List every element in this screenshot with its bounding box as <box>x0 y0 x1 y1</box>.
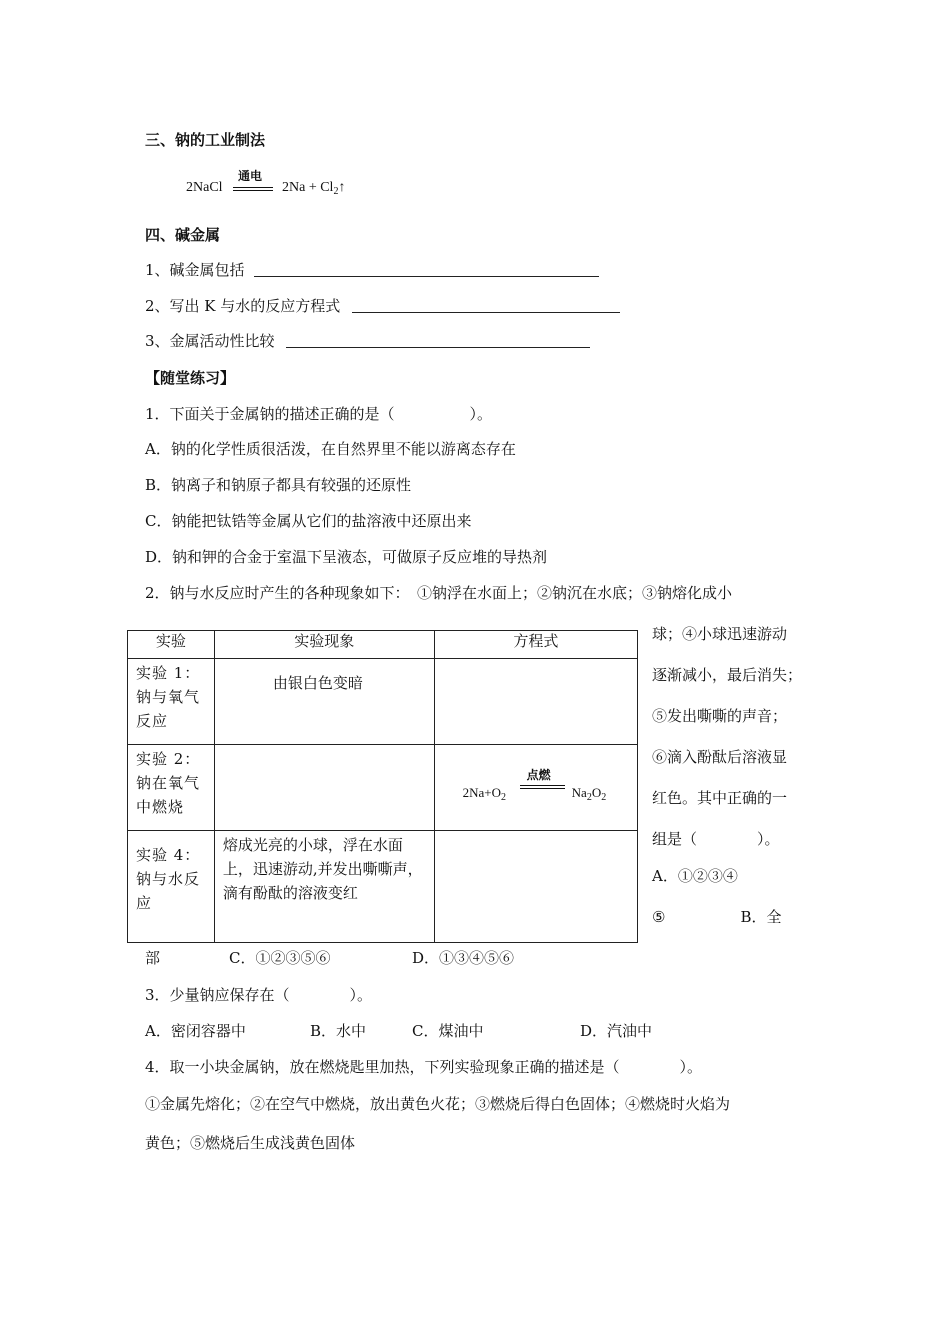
practice-heading: 【随堂练习】 <box>145 369 236 387</box>
item-1-label: 1、碱金属包括 <box>145 261 245 279</box>
question-4: 4．取一小块金属钠，放在燃烧匙里加热，下列实验现象正确的描述是（ ）。 <box>145 1058 703 1076</box>
up-arrow-icon: ↑ <box>338 180 346 195</box>
table-cell-phenomenon: 熔成光亮的小球，浮在水面上，迅速游动,并发出嘶嘶声，滴有酚酞的溶液变红 <box>214 831 434 943</box>
equation-combustion-left: $2Na+O_2$ <box>462 785 507 803</box>
table-cell-experiment: 实验 1：钠与氧气反应 <box>128 659 215 745</box>
question-3-option-b: B．水中 <box>310 1022 367 1040</box>
table-cell-phenomenon[interactable] <box>214 745 434 831</box>
table-cell-experiment: 实验 4：钠与水反应 <box>128 831 215 943</box>
table-header: 方程式 <box>434 631 637 659</box>
question-3-option-c: C．煤油中 <box>412 1022 484 1040</box>
equation-left: 2NaCl <box>186 180 223 195</box>
equation-products: 2Na + Cl <box>282 180 334 195</box>
question-2-option-d: D．①③④⑤⑥ <box>412 949 515 967</box>
question-4-line-2: 黄色；⑤燃烧后生成浅黄色固体 <box>145 1134 356 1152</box>
experiment-table <box>127 630 638 943</box>
equation-condition-electricity: 通电 <box>238 169 263 183</box>
equation-right <box>282 178 345 202</box>
equation-double-line <box>233 187 273 191</box>
table-cell-phenomenon: 由银白色变暗 <box>214 659 434 745</box>
table-cell-equation[interactable] <box>434 659 637 745</box>
table-cell-equation[interactable] <box>434 831 637 943</box>
question-3: 3．少量钠应保存在（ ）。 <box>145 986 373 1004</box>
question-2-side-line: ⑤ B．全 <box>652 908 782 926</box>
item-3-label: 3、金属活动性比较 <box>145 332 275 350</box>
question-2-side-line: 球；④小球迅速游动 <box>652 625 788 643</box>
equation-electrolysis <box>186 178 223 198</box>
item-3-blank[interactable] <box>286 347 590 348</box>
question-2-option-c: C．①②③⑤⑥ <box>229 949 331 967</box>
equation-double-line <box>520 785 565 789</box>
equation-combustion-right: $Na_2O_2$ <box>571 785 607 803</box>
section-3-heading: 三、钠的工业制法 <box>145 131 266 149</box>
question-2-side-line: A．①②③④ <box>652 867 738 885</box>
question-1-option-a: A．钠的化学性质很活泼，在自然界里不能以游离态存在 <box>145 440 516 458</box>
section-4-heading: 四、碱金属 <box>145 226 221 244</box>
equation-condition-ignite: 点燃 <box>526 768 551 782</box>
question-2-side-line: 逐渐减小，最后消失； <box>652 666 803 684</box>
equation-subscript: 2 <box>333 186 339 197</box>
question-1-option-b: B．钠离子和钠原子都具有较强的还原性 <box>145 476 412 494</box>
table-cell-equation <box>434 745 637 831</box>
item-1-blank[interactable] <box>254 276 599 277</box>
question-2-side-line: 组是（ ）。 <box>652 830 780 848</box>
question-2-side-line: ⑥滴入酚酞后溶液显 <box>652 748 788 766</box>
question-2: 2．钠与水反应时产生的各种现象如下： ①钠浮在水面上；②钠沉在水底；③钠熔化成小 <box>145 584 733 602</box>
item-2-label: 2、写出 K 与水的反应方程式 <box>145 297 341 315</box>
table-header: 实验现象 <box>214 631 434 659</box>
question-1: 1．下面关于金属钠的描述正确的是（ ）。 <box>145 405 493 423</box>
table-cell-experiment: 实验 2：钠在氧气中燃烧 <box>128 745 215 831</box>
question-3-option-a: A．密闭容器中 <box>145 1022 246 1040</box>
question-2-side-line: 红色。其中正确的一 <box>652 789 788 807</box>
question-2-side-line: ⑤发出嘶嘶的声音； <box>652 707 788 725</box>
question-4-line-1: ①金属先熔化；②在空气中燃烧，放出黄色火花；③燃烧后得白色固体；④燃烧时火焰为 <box>145 1095 731 1113</box>
question-3-option-d: D．汽油中 <box>580 1022 653 1040</box>
question-1-option-d: D．钠和钾的合金于室温下呈液态，可做原子反应堆的导热剂 <box>145 548 548 566</box>
question-1-option-c: C．钠能把钛锆等金属从它们的盐溶液中还原出来 <box>145 512 472 530</box>
question-2-option-c-prefix: 部 <box>145 949 161 967</box>
item-2-blank[interactable] <box>352 312 620 313</box>
table-header: 实验 <box>128 631 215 659</box>
